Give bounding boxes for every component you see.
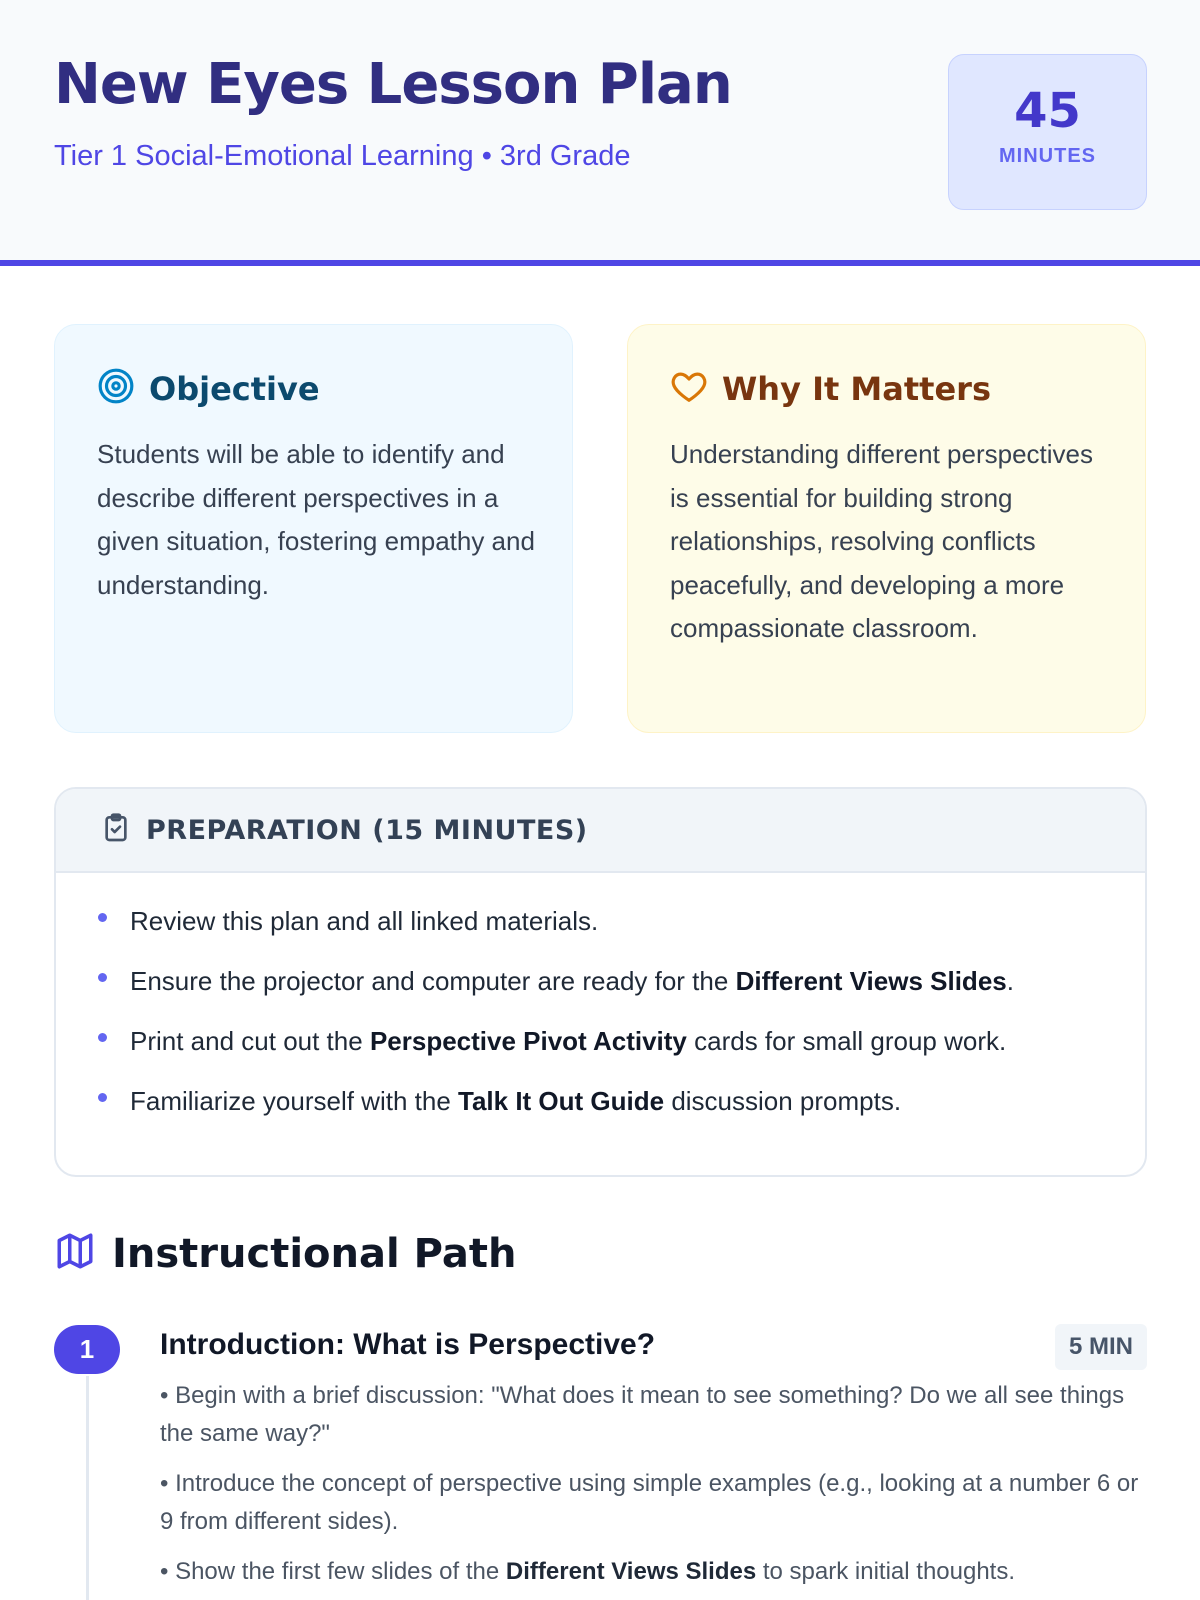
material-link-text: Talk It Out Guide bbox=[458, 1086, 665, 1116]
instructional-path-title: Instructional Path bbox=[112, 1230, 517, 1277]
map-icon bbox=[54, 1230, 96, 1277]
page-title: New Eyes Lesson Plan bbox=[54, 52, 732, 117]
material-link-text: Different Views Slides bbox=[505, 1558, 757, 1585]
page-subtitle: Tier 1 Social-Emotional Learning • 3rd Grade bbox=[54, 140, 631, 172]
page-header bbox=[0, 0, 1200, 266]
preparation-list bbox=[56, 873, 1145, 1141]
material-link-text: Perspective Pivot Activity bbox=[369, 1026, 687, 1056]
list-item: Review this plan and all linked materials. bbox=[98, 901, 1145, 961]
target-icon bbox=[97, 367, 135, 410]
heart-icon bbox=[670, 367, 708, 410]
step-body bbox=[160, 1377, 1150, 1600]
why-it-matters-text: Understanding different perspectives is essential for building strong relationships, resolving conflicts peacefully, and developing a more compassionate classroom. bbox=[670, 439, 1093, 643]
material-link-text: Different Views Slides bbox=[735, 966, 1007, 996]
objective-title: Objective bbox=[149, 369, 320, 408]
step-title: Introduction: What is Perspective? bbox=[160, 1328, 656, 1361]
why-it-matters-title: Why It Matters bbox=[722, 369, 991, 408]
why-it-matters-card bbox=[627, 324, 1146, 733]
objective-header bbox=[97, 367, 320, 410]
preparation-title: PREPARATION (15 MINUTES) bbox=[146, 814, 588, 846]
duration-unit: MINUTES bbox=[999, 145, 1096, 167]
why-it-matters-header bbox=[670, 367, 991, 410]
timeline-line bbox=[86, 1376, 89, 1600]
objective-card bbox=[54, 324, 573, 733]
preparation-section bbox=[54, 787, 1147, 1177]
list-item: Print and cut out the Perspective Pivot Activity cards for small group work. bbox=[98, 1021, 1145, 1081]
duration-badge bbox=[948, 54, 1147, 210]
list-item: Familiarize yourself with the Talk It Out Guide discussion prompts. bbox=[98, 1081, 1145, 1141]
clipboard-check-icon bbox=[100, 812, 132, 849]
duration-value: 45 bbox=[1014, 83, 1081, 139]
step-duration-badge: 5 MIN bbox=[1055, 1324, 1147, 1370]
instructional-path-header bbox=[54, 1230, 516, 1277]
list-item: Ensure the projector and computer are ready for the Different Views Slides. bbox=[98, 961, 1145, 1021]
preparation-header bbox=[56, 789, 1145, 873]
objective-text: Students will be able to identify and describe different perspectives in a given situation, fostering empathy and understanding. bbox=[97, 439, 535, 600]
step-bullet: • Show the first few slides of the Different Views Slides to spark initial thoughts. bbox=[160, 1558, 1016, 1585]
step-bullet: • Introduce the concept of perspective using simple examples (e.g., looking at a number 6 or 9 from different sides). bbox=[160, 1470, 1139, 1535]
step-number: 1 bbox=[54, 1325, 120, 1374]
step-bullet: • Begin with a brief discussion: "What does it mean to see something? Do we all see things the same way?" bbox=[160, 1382, 1125, 1447]
